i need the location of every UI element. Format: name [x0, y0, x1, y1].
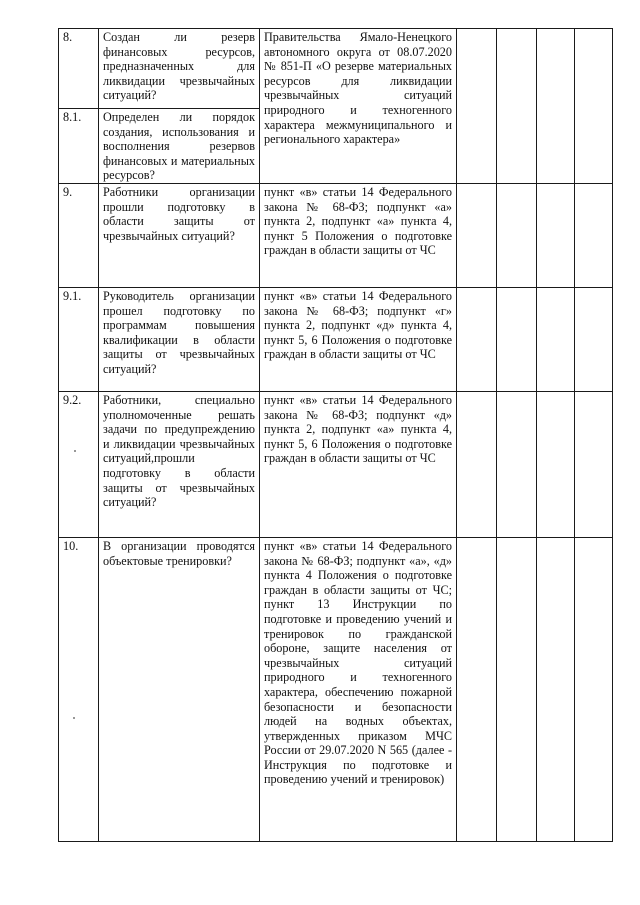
- answer-cell-no[interactable]: [497, 391, 537, 537]
- answer-cell-yes[interactable]: [457, 391, 497, 537]
- note-cell[interactable]: [575, 391, 613, 537]
- row-number: 8.1.: [59, 109, 99, 184]
- row-number: 10.: [59, 537, 99, 841]
- table-row: [59, 391, 613, 537]
- row-number: 8.: [59, 29, 99, 109]
- answer-cell-no[interactable]: [497, 537, 537, 841]
- note-cell[interactable]: [575, 537, 613, 841]
- answer-cell-na[interactable]: [537, 29, 575, 184]
- reference-text: пункт «в» статьи 14 Федерального закона № 68-ФЗ; подпункт «д» пункта 2, подпункт «а» пункта 4, пункт 5, 6 Положения о подготовке граждан в области защиты от ЧС: [260, 391, 457, 537]
- reference-text: пункт «в» статьи 14 Федерального закона № 68-ФЗ; подпункт «г» пункта 2, подпункт «д» пункта 4, пункт 5, 6 Положения о подготовке граждан в области защиты от ЧС: [260, 287, 457, 391]
- answer-cell-yes[interactable]: [457, 287, 497, 391]
- answer-cell-yes[interactable]: [457, 183, 497, 287]
- note-cell[interactable]: [575, 183, 613, 287]
- scan-speck: [74, 450, 76, 452]
- question-text: Создан ли резерв финансовых ресурсов, предназначенных для ликвидации чрезвычайных ситуаций?: [99, 29, 260, 109]
- reference-text: пункт «в» статьи 14 Федерального закона № 68-ФЗ; подпункт «а», «д» пункта 4 Положения о подготовке граждан в области защиты от ЧС; пункт 13 Инструкции по подготовке и проведению учений и тренировок по гражданской обороне, защите населения от чрезвычайных ситуаций природного и техногенного характера, обеспечению пожарной безопасности и безопасности людей на водных объектах, утвержденных приказом МЧС России от 29.07.2020 N 565 (далее - Инструкция по подготовке и проведению учений и тренировок): [260, 537, 457, 841]
- row-number: 9.: [59, 183, 99, 287]
- row-number: 9.2.: [59, 391, 99, 537]
- note-cell[interactable]: [575, 287, 613, 391]
- row-number: 9.1.: [59, 287, 99, 391]
- table-row: [59, 29, 613, 109]
- note-cell[interactable]: [575, 29, 613, 184]
- question-text: Работники, специально уполномоченные решать задачи по предупреждению и ликвидации чрезвычайных ситуаций,прошли подготовку в области защиты от чрезвычайных ситуаций?: [99, 391, 260, 537]
- answer-cell-na[interactable]: [537, 287, 575, 391]
- table-row: [59, 183, 613, 287]
- table-row: [59, 287, 613, 391]
- answer-cell-no[interactable]: [497, 287, 537, 391]
- answer-cell-yes[interactable]: [457, 29, 497, 184]
- answer-cell-na[interactable]: [537, 537, 575, 841]
- answer-cell-no[interactable]: [497, 183, 537, 287]
- scan-speck: [73, 717, 75, 719]
- reference-text: Правительства Ямало-Ненецкого автономного округа от 08.07.2020 № 851-П «О резерве материальных ресурсов для ликвидации чрезвычайных ситуаций природного и техногенного характера межмуниципального и регионального характера»: [260, 29, 457, 184]
- answer-cell-na[interactable]: [537, 183, 575, 287]
- reference-text: пункт «в» статьи 14 Федерального закона № 68-ФЗ; подпункт «а» пункта 2, подпункт «а» пункта 4, пункт 5 Положения о подготовке граждан в области защиты от ЧС: [260, 183, 457, 287]
- answer-cell-yes[interactable]: [457, 537, 497, 841]
- question-text: Определен ли порядок создания, использования и восполнения резервов финансовых и материальных ресурсов?: [99, 109, 260, 184]
- checklist-table: [58, 28, 613, 842]
- table-row: [59, 537, 613, 841]
- question-text: В организации проводятся объектовые тренировки?: [99, 537, 260, 841]
- answer-cell-no[interactable]: [497, 29, 537, 184]
- question-text: Работники организации прошли подготовку в области защиты от чрезвычайных ситуаций?: [99, 183, 260, 287]
- answer-cell-na[interactable]: [537, 391, 575, 537]
- question-text: Руководитель организации прошел подготовку по программам повышения квалификации в области защиты от чрезвычайных ситуаций?: [99, 287, 260, 391]
